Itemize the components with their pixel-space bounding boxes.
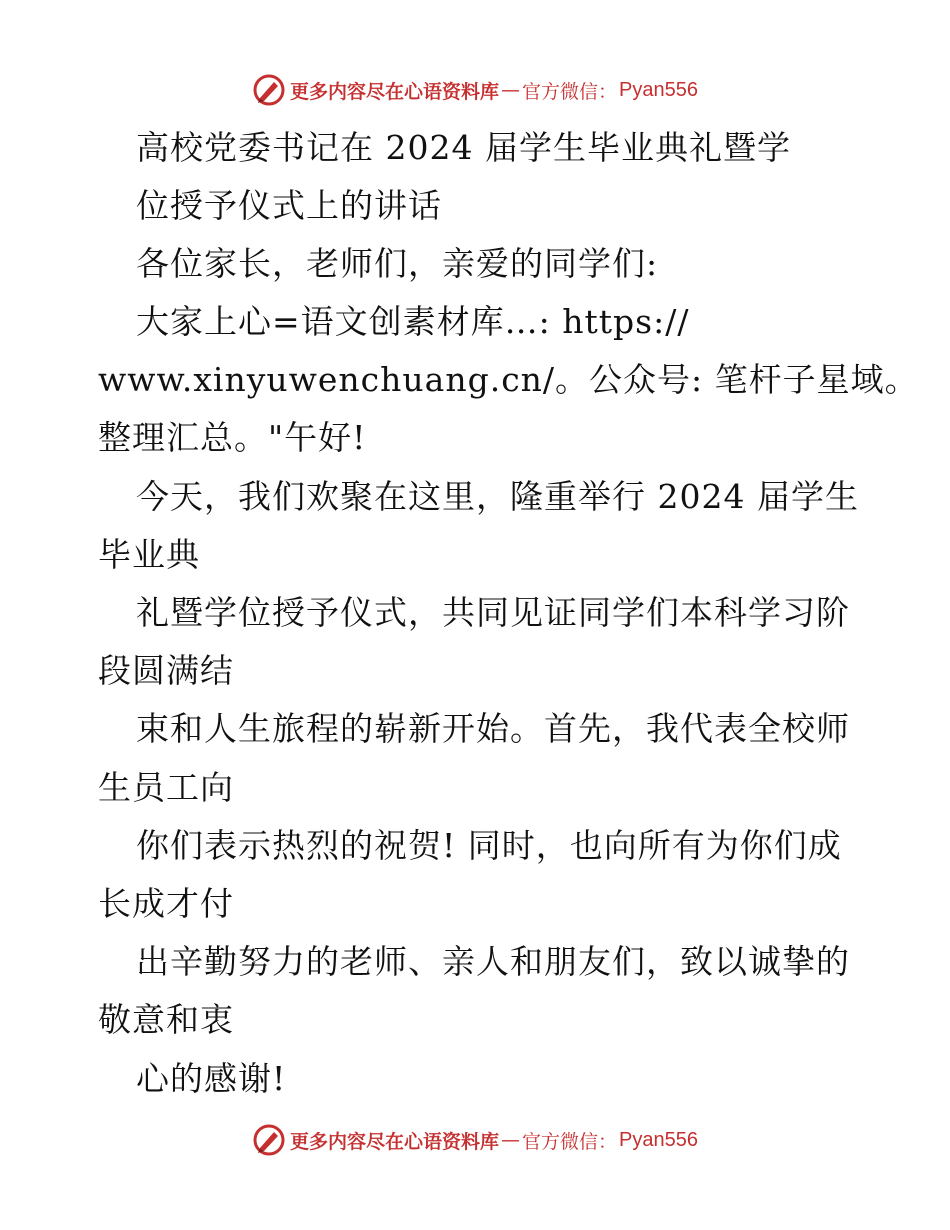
doc-line: 毕业典 xyxy=(98,535,200,574)
doc-line: 束和人生旅程的崭新开始。首先，我代表全校师 xyxy=(136,709,850,748)
doc-line: 整理汇总。"午好! xyxy=(98,418,367,457)
banner-dash: — xyxy=(501,79,521,101)
doc-line: 你们表示热烈的祝贺! 同时，也向所有为你们成 xyxy=(136,826,842,865)
doc-title-line-2: 位授予仪式上的讲话 xyxy=(136,186,442,225)
banner-wechat-label: 官方微信： xyxy=(522,1130,618,1153)
doc-line: 今天，我们欢聚在这里，隆重举行 2024 届学生 xyxy=(136,477,859,516)
doc-line: 礼暨学位授予仪式，共同见证同学们本科学习阶 xyxy=(136,593,850,632)
doc-line: 段圆满结 xyxy=(98,651,234,690)
header-watermark-banner xyxy=(0,70,950,110)
doc-line: 敬意和衷 xyxy=(98,1000,234,1039)
doc-line: 大家上心=语文创素材库…: https:// xyxy=(136,302,690,341)
doc-line: www.xinyuwenchuang.cn/。公众号: 笔杆子星域。 xyxy=(98,360,919,399)
banner-wechat-id: Pyan556 xyxy=(619,1128,698,1151)
pen-logo-icon xyxy=(252,73,286,107)
doc-line: 心的感谢! xyxy=(136,1059,287,1098)
footer-watermark-banner xyxy=(0,1120,950,1160)
banner-wechat-id: Pyan556 xyxy=(619,78,698,101)
banner-title: 更多内容尽在心语资料库 xyxy=(290,1130,500,1153)
banner-dash: — xyxy=(501,1129,521,1151)
banner-title: 更多内容尽在心语资料库 xyxy=(290,80,500,103)
pen-logo-icon xyxy=(252,1123,286,1157)
doc-line: 长成才付 xyxy=(98,884,234,923)
doc-line: 生员工向 xyxy=(98,768,234,807)
doc-line: 出辛勤努力的老师、亲人和朋友们，致以诚挚的 xyxy=(136,942,850,981)
doc-title-line-1: 高校党委书记在 2024 届学生毕业典礼暨学 xyxy=(136,128,791,167)
banner-wechat-label: 官方微信： xyxy=(522,80,618,103)
doc-salutation: 各位家长，老师们，亲爱的同学们: xyxy=(136,244,659,283)
